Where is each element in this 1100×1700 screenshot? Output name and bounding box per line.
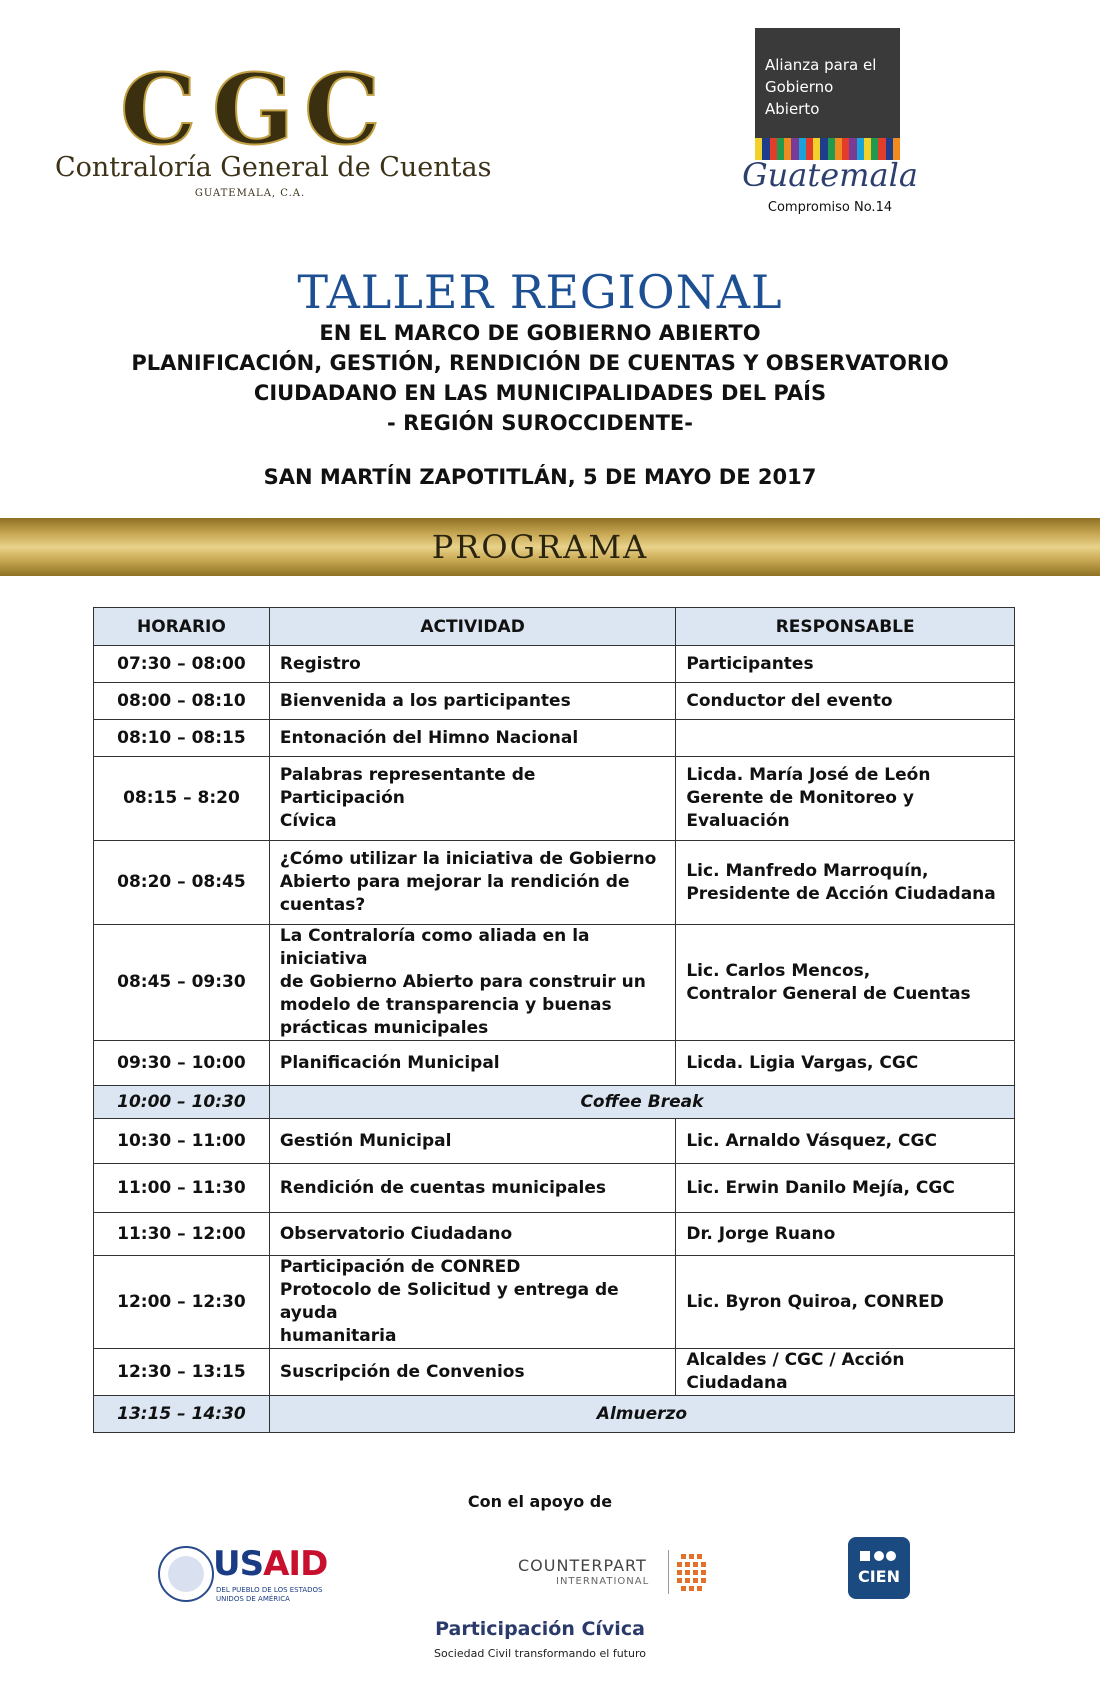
activity-line: Suscripción de Convenios (279, 1361, 525, 1382)
header-actividad: ACTIVIDAD (269, 608, 675, 646)
responsible-line: Lic. Carlos Mencos, (686, 960, 871, 981)
activity-line: Entonación del Himno Nacional (279, 727, 579, 748)
cell-responsible (676, 1256, 1015, 1349)
usaid-aid: AID (263, 1544, 328, 1584)
activity-line: ¿Cómo utilizar la iniciativa de Gobierno (279, 849, 657, 869)
table-row (94, 925, 1015, 1041)
cell-responsible (676, 1213, 1015, 1256)
table-row (94, 1119, 1015, 1164)
alianza-line-1: Alianza para el (765, 56, 877, 74)
table-row (94, 720, 1015, 757)
responsible-line: Lic. Arnaldo Vásquez, CGC (686, 1130, 937, 1151)
counterpart-mark-icon (668, 1550, 713, 1594)
support-label: Con el apoyo de (467, 1492, 613, 1511)
header-responsable: RESPONSABLE (676, 608, 1015, 646)
activity-line: Participación de CONRED (279, 1257, 521, 1277)
cell-responsible (676, 925, 1015, 1041)
event-subtitle-3: CIUDADANO EN LAS MUNICIPALIDADES DEL PAÍS (253, 381, 827, 405)
cell-activity (269, 925, 675, 1041)
activity-line: Protocolo de Solicitud y entrega de ayuda (279, 1280, 619, 1323)
cell-time: 11:30 – 12:00 (94, 1213, 270, 1256)
cgc-subtitle: GUATEMALA, C.A. (194, 188, 306, 199)
activity-line: Observatorio Ciudadano (279, 1223, 513, 1244)
cgc-letter-c2: C (304, 53, 381, 166)
cgc-name: Contraloría General de Cuentas (55, 152, 492, 183)
usaid-wordmark (213, 1544, 327, 1584)
cell-time: 12:30 – 13:15 (94, 1349, 270, 1396)
cell-activity (269, 1164, 675, 1213)
activity-line: Abierto para mejorar la rendición de (279, 872, 630, 892)
responsible-line: Licda. María José de León (686, 765, 931, 785)
cgc-logo (55, 53, 492, 200)
usaid-logo (158, 1544, 338, 1614)
cgc-monogram (120, 53, 410, 166)
event-subtitle-1: EN EL MARCO DE GOBIERNO ABIERTO (319, 321, 761, 345)
table-row-break (94, 1396, 1015, 1433)
cell-responsible (676, 1041, 1015, 1086)
activity-line: cuentas? (279, 895, 366, 915)
activity-line: prácticas municipales (279, 1018, 489, 1038)
counterpart-logo (518, 1542, 718, 1602)
cell-responsible (676, 1119, 1015, 1164)
cell-activity (269, 1213, 675, 1256)
counterpart-name: COUNTERPART (518, 1556, 647, 1575)
usaid-us: US (213, 1544, 264, 1584)
cell-activity (269, 841, 675, 925)
cell-activity (269, 1256, 675, 1349)
alianza-box (755, 28, 900, 138)
activity-line: Rendición de cuentas municipales (279, 1177, 607, 1198)
table-row-break (94, 1086, 1015, 1119)
activity-line: Bienvenida a los participantes (279, 690, 571, 711)
cell-time: 09:30 – 10:00 (94, 1041, 270, 1086)
alianza-gobierno-abierto-logo (720, 28, 940, 223)
cien-dots-icon (860, 1549, 898, 1563)
activity-line: Registro (279, 653, 361, 674)
cell-time: 08:45 – 09:30 (94, 925, 270, 1041)
commitment-label: Compromiso No.14 (767, 200, 893, 215)
event-place-date: SAN MARTÍN ZAPOTITLÁN, 5 DE MAYO DE 2017 (263, 465, 817, 489)
activity-line: humanitaria (279, 1326, 397, 1346)
cell-time: 08:00 – 08:10 (94, 683, 270, 720)
cell-time: 08:15 – 8:20 (94, 757, 270, 841)
responsible-line: Lic. Erwin Danilo Mejía, CGC (686, 1177, 955, 1198)
table-row (94, 1164, 1015, 1213)
responsible-line: Lic. Manfredo Marroquín, (686, 860, 929, 881)
table-row (94, 1213, 1015, 1256)
cell-time: 08:10 – 08:15 (94, 720, 270, 757)
cell-responsible (676, 683, 1015, 720)
responsible-line: Lic. Byron Quiroa, CONRED (686, 1291, 944, 1312)
alianza-line-2: Gobierno (765, 78, 834, 96)
program-banner-title: PROGRAMA (431, 528, 649, 566)
participacion-civica-title: Participación Cívica (435, 1618, 645, 1640)
cell-activity (269, 646, 675, 683)
activity-line: Gestión Municipal (279, 1130, 452, 1151)
responsible-line: Gerente de Monitoreo y Evaluación (686, 788, 914, 831)
header-horario: HORARIO (94, 608, 270, 646)
responsible-line: Alcaldes / CGC / Acción Ciudadana (686, 1350, 905, 1393)
cell-time: 11:00 – 11:30 (94, 1164, 270, 1213)
table-header-row (94, 608, 1015, 646)
cell-activity (269, 1041, 675, 1086)
activity-line: La Contraloría como aliada en la iniciativa (279, 926, 590, 969)
cell-time: 10:00 – 10:30 (94, 1086, 270, 1119)
cien-logo (848, 1537, 910, 1599)
table-row (94, 1256, 1015, 1349)
table-row (94, 841, 1015, 925)
cgc-letter-c1: C (120, 53, 197, 166)
cell-responsible (676, 841, 1015, 925)
responsible-line: Conductor del evento (686, 690, 893, 711)
event-title: TALLER REGIONAL (297, 265, 783, 319)
cell-responsible (676, 1349, 1015, 1396)
cell-time: 08:20 – 08:45 (94, 841, 270, 925)
cell-time: 13:15 – 14:30 (94, 1396, 270, 1433)
activity-line: Planificación Municipal (279, 1052, 500, 1073)
cell-break: Coffee Break (269, 1086, 1014, 1119)
cell-time: 12:00 – 12:30 (94, 1256, 270, 1349)
activity-line: Cívica (279, 811, 337, 831)
usaid-seal-icon (158, 1546, 214, 1602)
responsible-line: Contralor General de Cuentas (686, 983, 971, 1004)
alianza-line-3: Abierto (765, 100, 820, 118)
table-row (94, 683, 1015, 720)
cell-activity (269, 757, 675, 841)
table-row (94, 1349, 1015, 1396)
table-row (94, 1041, 1015, 1086)
cell-responsible (676, 757, 1015, 841)
usaid-tagline: DEL PUEBLO DE LOS ESTADOS UNIDOS DE AMÉRICA (216, 1586, 323, 1603)
cell-time: 10:30 – 11:00 (94, 1119, 270, 1164)
participacion-civica-tagline: Sociedad Civil transformando el futuro (434, 1647, 646, 1660)
responsible-line: Presidente de Acción Ciudadana (686, 883, 996, 904)
cien-wordmark: CIEN (857, 1567, 900, 1586)
event-subtitle-2: PLANIFICACIÓN, GESTIÓN, RENDICIÓN DE CUENTAS Y OBSERVATORIO (131, 351, 949, 375)
program-table (93, 607, 1015, 1433)
cell-activity (269, 1119, 675, 1164)
responsible-line: Participantes (686, 653, 814, 674)
cell-responsible (676, 720, 1015, 757)
activity-line: modelo de transparencia y buenas (279, 995, 612, 1015)
program-banner (0, 518, 1100, 576)
activity-line: de Gobierno Abierto para construir un (279, 972, 646, 992)
cell-activity (269, 720, 675, 757)
cell-responsible (676, 646, 1015, 683)
cell-activity (269, 1349, 675, 1396)
table-row (94, 757, 1015, 841)
counterpart-sub: INTERNATIONAL (556, 1576, 650, 1587)
table-row (94, 646, 1015, 683)
cell-responsible (676, 1164, 1015, 1213)
cell-break: Almuerzo (269, 1396, 1014, 1433)
table-body (94, 646, 1015, 1433)
responsible-line: Dr. Jorge Ruano (686, 1223, 836, 1244)
responsible-line: Licda. Ligia Vargas, CGC (686, 1052, 919, 1073)
cell-activity (269, 683, 675, 720)
cell-time: 07:30 – 08:00 (94, 646, 270, 683)
event-subtitle-4: - REGIÓN SUROCCIDENTE- (387, 411, 693, 435)
activity-line: Palabras representante de Participación (279, 765, 536, 808)
guatemala-wordmark: Guatemala (742, 156, 918, 194)
cgc-letter-g: G (212, 53, 294, 166)
